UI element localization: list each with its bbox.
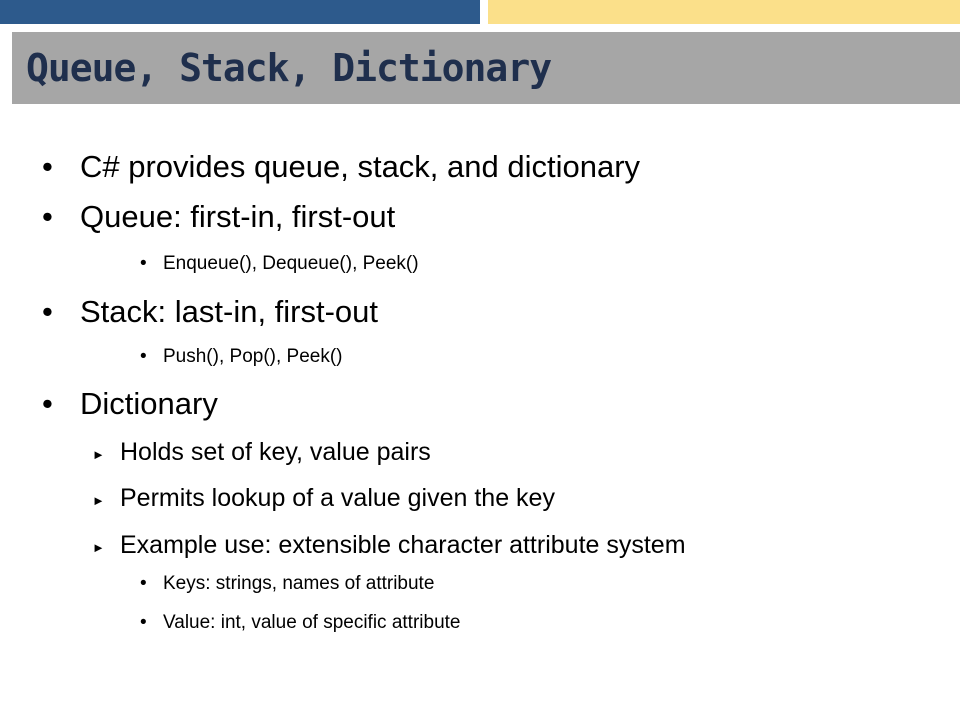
bullet-item: Stack: last-in, first-out <box>80 294 379 329</box>
slide-title: Queue, Stack, Dictionary <box>26 46 552 90</box>
bullet-item: Dictionary <box>80 386 218 421</box>
arrow-item: Holds set of key, value pairs <box>120 438 431 466</box>
top-blue-bar <box>0 0 480 24</box>
bullet-dot: • <box>140 346 147 367</box>
bullet-dot: • <box>42 294 53 329</box>
arrow-bullet-icon: ► <box>92 493 105 508</box>
bullet-dot: • <box>42 386 53 421</box>
bullet-dot: • <box>140 612 147 633</box>
bullet-dot: • <box>140 253 147 274</box>
arrow-bullet-icon: ► <box>92 447 105 462</box>
arrow-item: Example use: extensible character attribute system <box>120 531 686 559</box>
sub-bullet-item: Push(), Pop(), Peek() <box>163 346 343 367</box>
arrow-item: Permits lookup of a value given the key <box>120 484 555 512</box>
sub-bullet-item: Value: int, value of specific attribute <box>163 612 461 633</box>
bullet-item: C# provides queue, stack, and dictionary <box>80 149 641 184</box>
bullet-dot: • <box>42 149 53 184</box>
arrow-bullet-icon: ► <box>92 540 105 555</box>
top-yellow-bar <box>488 0 960 24</box>
sub-bullet-item: Enqueue(), Dequeue(), Peek() <box>163 253 419 274</box>
bullet-dot: • <box>140 573 147 594</box>
bullet-dot: • <box>42 199 53 234</box>
bullet-item: Queue: first-in, first-out <box>80 199 396 234</box>
sub-bullet-item: Keys: strings, names of attribute <box>163 573 435 594</box>
